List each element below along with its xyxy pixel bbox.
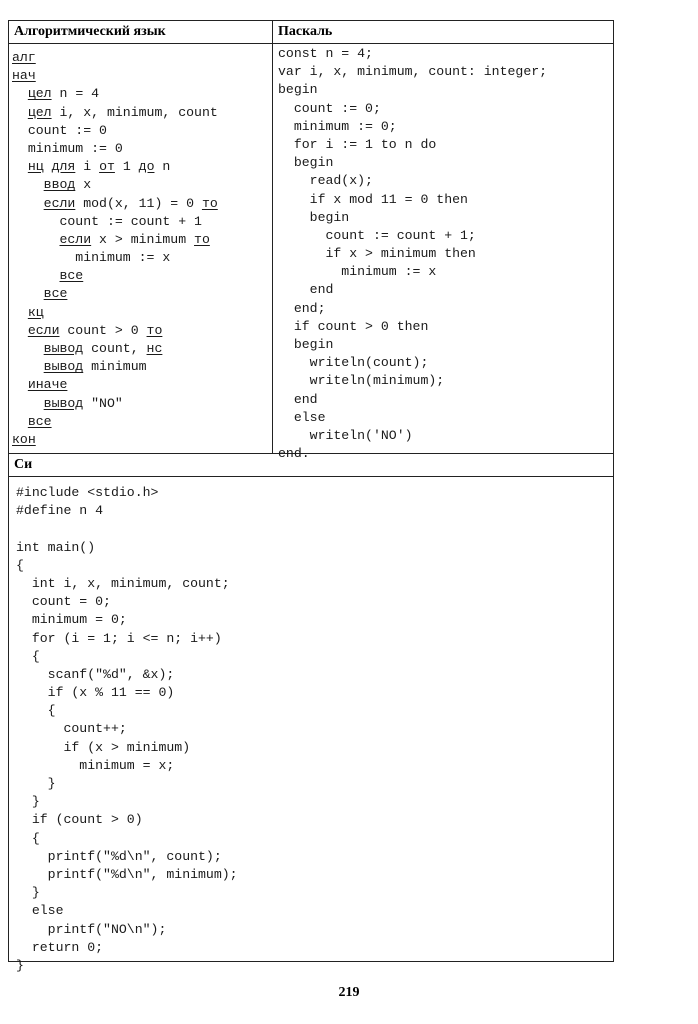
- header-algorithmic-language: Алгоритмический язык: [14, 24, 166, 39]
- algo-keyword: иначе: [27, 377, 68, 393]
- c-code-line: int i, x, minimum, count;: [16, 575, 230, 591]
- c-code-line: int main(): [16, 539, 96, 555]
- c-code-line: return 0;: [16, 939, 104, 955]
- algo-code-text: [12, 377, 28, 392]
- c-code-line: scanf("%d", &x);: [16, 666, 175, 682]
- algo-keyword: цел: [27, 86, 52, 102]
- algo-code-line: [12, 67, 218, 85]
- algo-keyword: нач: [12, 68, 36, 84]
- pascal-code-line: count := count + 1;: [278, 227, 476, 243]
- algo-keyword: если: [27, 322, 60, 338]
- algo-code-text: minimum: [83, 359, 147, 375]
- pascal-code-line: minimum := x: [278, 264, 437, 280]
- algo-code-text: [12, 232, 59, 247]
- algo-code-line: [12, 195, 218, 213]
- pascal-code-line: else: [278, 409, 326, 425]
- algo-code-text: n = 4: [51, 86, 100, 102]
- algo-code-text: [12, 305, 28, 320]
- header-divider-c: [8, 476, 614, 477]
- c-code-line: minimum = 0;: [16, 612, 127, 628]
- pascal-code-line: writeln(count);: [278, 355, 429, 371]
- algo-code-text: [12, 196, 44, 211]
- pascal-code-line: read(x);: [278, 173, 373, 189]
- pascal-code-line: begin: [278, 209, 350, 225]
- algo-code-line: [12, 158, 218, 176]
- algo-code-line: [12, 267, 218, 285]
- c-code-line: {: [16, 557, 24, 573]
- pascal-code-line: count := 0;: [278, 100, 381, 116]
- c-code-line: printf("%d\n", count);: [16, 848, 222, 864]
- pascal-code-line: begin: [278, 337, 334, 352]
- header-divider-top: [8, 43, 614, 44]
- algo-code-line: [12, 176, 218, 194]
- pascal-code-line: writeln(minimum);: [278, 373, 445, 389]
- algo-code-line: [12, 49, 218, 67]
- algo-code-text: "NO": [83, 395, 123, 411]
- c-code-line: }: [16, 794, 40, 810]
- algo-code-line: [12, 413, 218, 431]
- algo-code-line: [12, 85, 218, 103]
- c-code-block: [16, 484, 238, 975]
- pascal-code-line: const n = 4;: [278, 46, 373, 61]
- algo-code-line: [12, 249, 218, 267]
- c-code-line: }: [16, 957, 24, 973]
- pascal-code-line: begin: [278, 155, 334, 171]
- algo-code-line: [12, 340, 218, 358]
- c-code-line: printf("%d\n", minimum);: [16, 866, 238, 882]
- algo-code-text: [12, 323, 28, 338]
- header-pascal: Паскаль: [278, 24, 333, 39]
- algo-code-text: i: [75, 159, 100, 175]
- algo-keyword: то: [146, 322, 163, 338]
- c-code-line: count = 0;: [16, 594, 111, 610]
- algo-code-text: [12, 268, 59, 283]
- algo-code-text: [12, 414, 28, 429]
- c-code-line: {: [16, 703, 56, 719]
- c-code-line: {: [16, 830, 40, 846]
- algo-keyword: все: [59, 268, 84, 284]
- c-code-line: #include <stdio.h>: [16, 485, 159, 500]
- algo-code-text: count := 0: [12, 122, 107, 138]
- algo-code-text: [12, 341, 44, 356]
- algo-keyword: вывод: [43, 359, 84, 375]
- algo-code-text: [12, 359, 44, 374]
- algo-code-line: [12, 322, 218, 340]
- column-divider: [272, 20, 273, 453]
- header-c: Си: [14, 457, 33, 472]
- pascal-code-line: end.: [278, 446, 310, 462]
- algo-keyword: нс: [146, 341, 163, 356]
- algo-code-text: [12, 396, 44, 411]
- pascal-code-line: var i, x, minimum, count: integer;: [278, 64, 548, 80]
- algo-code-line: [12, 285, 218, 303]
- algo-code-text: mod(x, 11) = 0: [75, 195, 202, 211]
- c-code-line: }: [16, 885, 40, 901]
- algo-code-text: n: [154, 159, 171, 175]
- algo-code-text: i, x, minimum, count: [51, 104, 218, 120]
- c-code-line: if (count > 0): [16, 812, 143, 828]
- page-number: 219: [338, 985, 360, 1000]
- pascal-code-line: if x mod 11 = 0 then: [278, 191, 468, 207]
- algo-code-text: [12, 177, 44, 192]
- algo-code-text: 1: [114, 159, 139, 175]
- algo-keyword: вывод: [43, 395, 84, 411]
- algo-keyword: алг: [12, 50, 36, 65]
- algo-code-text: [12, 105, 28, 120]
- algo-keyword: ввод: [43, 177, 76, 193]
- c-code-line: {: [16, 648, 40, 664]
- c-code-line: if (x > minimum): [16, 739, 191, 755]
- algo-code-text: [12, 286, 44, 301]
- pascal-code-block: [278, 45, 547, 463]
- algo-keyword: до: [138, 159, 155, 175]
- algo-code-line: [12, 213, 218, 231]
- algo-keyword: кон: [12, 431, 36, 447]
- algo-keyword: если: [43, 195, 76, 211]
- algo-keyword: для: [51, 159, 76, 175]
- c-code-line: printf("NO\n");: [16, 921, 167, 937]
- algo-code-text: count,: [83, 341, 147, 356]
- algo-code-line: [12, 358, 218, 376]
- algo-keyword: кц: [27, 304, 44, 320]
- algo-keyword: если: [59, 231, 92, 247]
- algo-code-text: x > minimum: [91, 231, 195, 247]
- algo-code-text: minimum := x: [12, 250, 171, 266]
- algo-code-text: [12, 159, 28, 174]
- c-code-line: #define n 4: [16, 503, 104, 519]
- c-code-line: minimum = x;: [16, 757, 175, 773]
- pascal-code-line: end: [278, 282, 334, 298]
- c-code-line: count++;: [16, 721, 127, 737]
- algo-keyword: нц: [27, 159, 44, 175]
- algo-keyword: цел: [27, 104, 52, 120]
- c-code-line: [16, 520, 238, 538]
- algorithmic-code-block: [12, 49, 218, 449]
- pascal-code-line: end;: [278, 300, 326, 316]
- algo-code-line: [12, 395, 218, 413]
- algo-code-line: [12, 304, 218, 322]
- c-code-line: else: [16, 903, 64, 919]
- algo-code-line: [12, 376, 218, 394]
- algo-code-line: [12, 140, 218, 158]
- algo-keyword: все: [27, 413, 52, 429]
- pascal-code-line: if x > minimum then: [278, 246, 476, 262]
- algo-code-text: [44, 159, 52, 174]
- algo-code-text: minimum := 0: [12, 140, 123, 156]
- pascal-code-line: writeln('NO'): [278, 427, 413, 443]
- pascal-code-line: for i := 1 to n do: [278, 136, 437, 152]
- algo-keyword: все: [43, 286, 68, 302]
- pascal-code-line: end: [278, 391, 318, 407]
- algo-code-line: [12, 231, 218, 249]
- algo-keyword: то: [201, 195, 218, 211]
- algo-keyword: вывод: [43, 341, 84, 356]
- c-code-line: }: [16, 776, 56, 791]
- algo-code-text: count := count + 1: [12, 213, 202, 229]
- algo-code-text: [12, 86, 28, 101]
- algo-keyword: от: [99, 159, 115, 175]
- algo-code-line: [12, 431, 218, 449]
- pascal-code-line: begin: [278, 82, 318, 98]
- algo-code-text: count > 0: [59, 322, 147, 338]
- algo-code-line: [12, 122, 218, 140]
- algo-code-line: [12, 104, 218, 122]
- c-code-line: for (i = 1; i <= n; i++): [16, 630, 222, 646]
- pascal-code-line: if count > 0 then: [278, 318, 429, 334]
- algo-code-text: x: [75, 177, 92, 193]
- algo-keyword: то: [194, 231, 210, 247]
- c-code-line: if (x % 11 == 0): [16, 685, 175, 701]
- pascal-code-line: minimum := 0;: [278, 118, 397, 134]
